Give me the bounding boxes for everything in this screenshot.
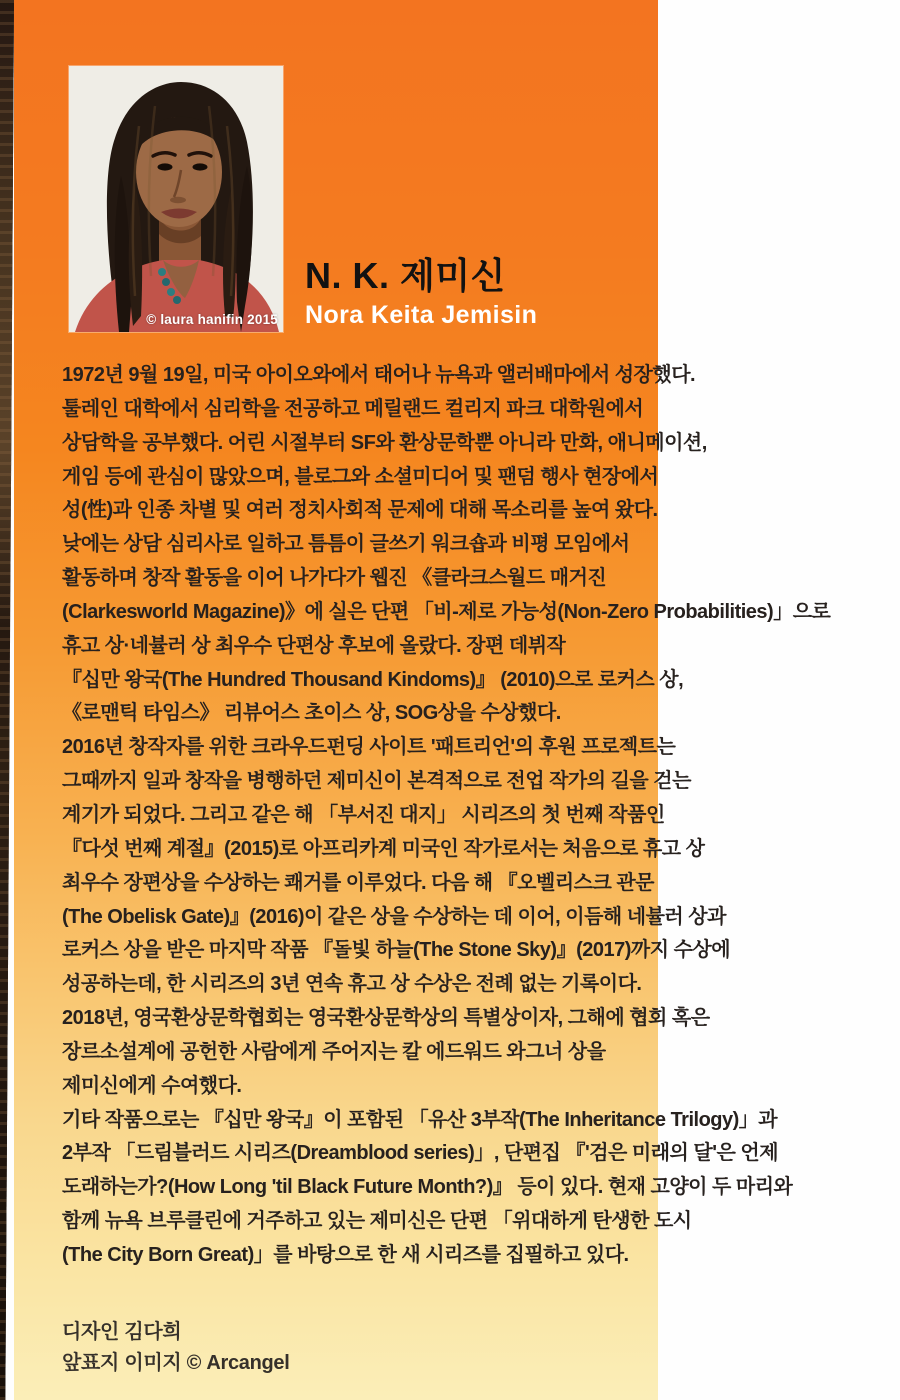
bio-line: 2018년, 영국환상문학협회는 영국환상문학상의 특별상이자, 그해에 협회 혹은 xyxy=(62,1007,710,1030)
author-portrait-illustration xyxy=(69,66,283,332)
author-photo xyxy=(69,66,283,332)
bio-line: 낮에는 상담 심리사로 일하고 틈틈이 글쓰기 워크숍과 비평 모임에서 xyxy=(62,533,630,556)
credits-block xyxy=(62,1317,290,1379)
bio-line: 활동하며 창작 활동을 이어 나가다가 웹진 《클라크스월드 매거진 xyxy=(62,567,607,590)
bio-line: 로커스 상을 받은 마지막 작품 『돌빛 하늘(The Stone Sky)』(2017)까지 수상에 xyxy=(62,939,731,962)
bio-line: (The City Born Great)」를 바탕으로 한 새 시리즈를 집필하고 있다. xyxy=(62,1243,629,1266)
photo-credit: © laura hanifin 2015 xyxy=(146,312,278,327)
bio-line: 제미신에게 수여했다. xyxy=(62,1074,242,1097)
book-spine-edge xyxy=(0,0,14,1400)
bio-line: 2부작 「드림블러드 시리즈(Dreamblood series)」, 단편집 『'검은 미래의 달'은 언제 xyxy=(62,1142,779,1165)
bio-line: 계기가 되었다. 그리고 같은 해 「부서진 대지」 시리즈의 첫 번째 작품인 xyxy=(62,803,665,826)
bio-line: 『다섯 번째 계절』(2015)로 아프리카계 미국인 작가로서는 처음으로 휴고 상 xyxy=(62,837,705,860)
bio-line: 2016년 창작자를 위한 크라우드펀딩 사이트 '패트리언'의 후원 프로젝트는 xyxy=(62,736,676,759)
bio-line: 기타 작품으로는 『십만 왕국』이 포함된 「유산 3부작(The Inheritance Trilogy)」과 xyxy=(62,1108,778,1131)
bio-line: 1972년 9월 19일, 미국 아이오와에서 태어나 뉴욕과 앨러배마에서 성장했다. xyxy=(62,364,696,386)
bio-line: 함께 뉴욕 브루클린에 거주하고 있는 제미신은 단편 「위대하게 탄생한 도시 xyxy=(62,1210,692,1233)
bio-line: (Clarkesworld Magazine)》에 실은 단편 「비-제로 가능성(Non-Zero Probabilities)」으로 xyxy=(62,600,831,623)
bio-line: 그때까지 일과 창작을 병행하던 제미신이 본격적으로 전업 작가의 길을 걷는 xyxy=(62,770,691,793)
author-bio xyxy=(62,359,831,1273)
cover-image-credit: 앞표지 이미지 © Arcangel xyxy=(62,1352,290,1374)
bio-line: 상담학을 공부했다. 어린 시절부터 SF와 환상문학뿐 아니라 만화, 애니메이션, xyxy=(62,431,707,454)
bio-line: 도래하는가?(How Long 'til Black Future Month?)』 등이 있다. 현재 고양이 두 마리와 xyxy=(62,1176,793,1199)
author-name-latin: Nora Keita Jemisin xyxy=(305,301,538,329)
bio-line: (The Obelisk Gate)』(2016)이 같은 상을 수상하는 데 이어, 이듬해 네뷸러 상과 xyxy=(62,905,726,928)
bio-line: 성공하는데, 한 시리즈의 3년 연속 휴고 상 수상은 전례 없는 기록이다. xyxy=(62,973,642,996)
bio-line: 《로맨틱 타임스》 리뷰어스 초이스 상, SOG상을 수상했다. xyxy=(62,702,561,725)
bio-line: 성(性)과 인종 차별 및 여러 정치사회적 문제에 대해 목소리를 높여 왔다. xyxy=(62,499,658,522)
bio-line: 장르소설계에 공헌한 사람에게 주어지는 칼 에드워드 와그너 상을 xyxy=(62,1040,606,1063)
flap-background xyxy=(14,0,831,1400)
design-credit: 디자인 김다희 xyxy=(62,1321,182,1343)
bio-line: 최우수 장편상을 수상하는 쾌거를 이루었다. 다음 해 『오벨리스크 관문 xyxy=(62,871,654,894)
author-name-korean: N. K. 제미신 xyxy=(305,255,506,296)
bio-line: 휴고 상·네뷸러 상 최우수 단편상 후보에 올랐다. 장편 데뷔작 xyxy=(62,634,566,657)
bio-line: 『십만 왕국(The Hundred Thousand Kindoms)』 (2010)으로 로커스 상, xyxy=(62,668,684,691)
bio-line: 게임 등에 관심이 많았으며, 블로그와 소셜미디어 및 팬덤 행사 현장에서 xyxy=(62,465,659,488)
bio-line: 툴레인 대학에서 심리학을 전공하고 메릴랜드 컬리지 파크 대학원에서 xyxy=(62,397,644,420)
